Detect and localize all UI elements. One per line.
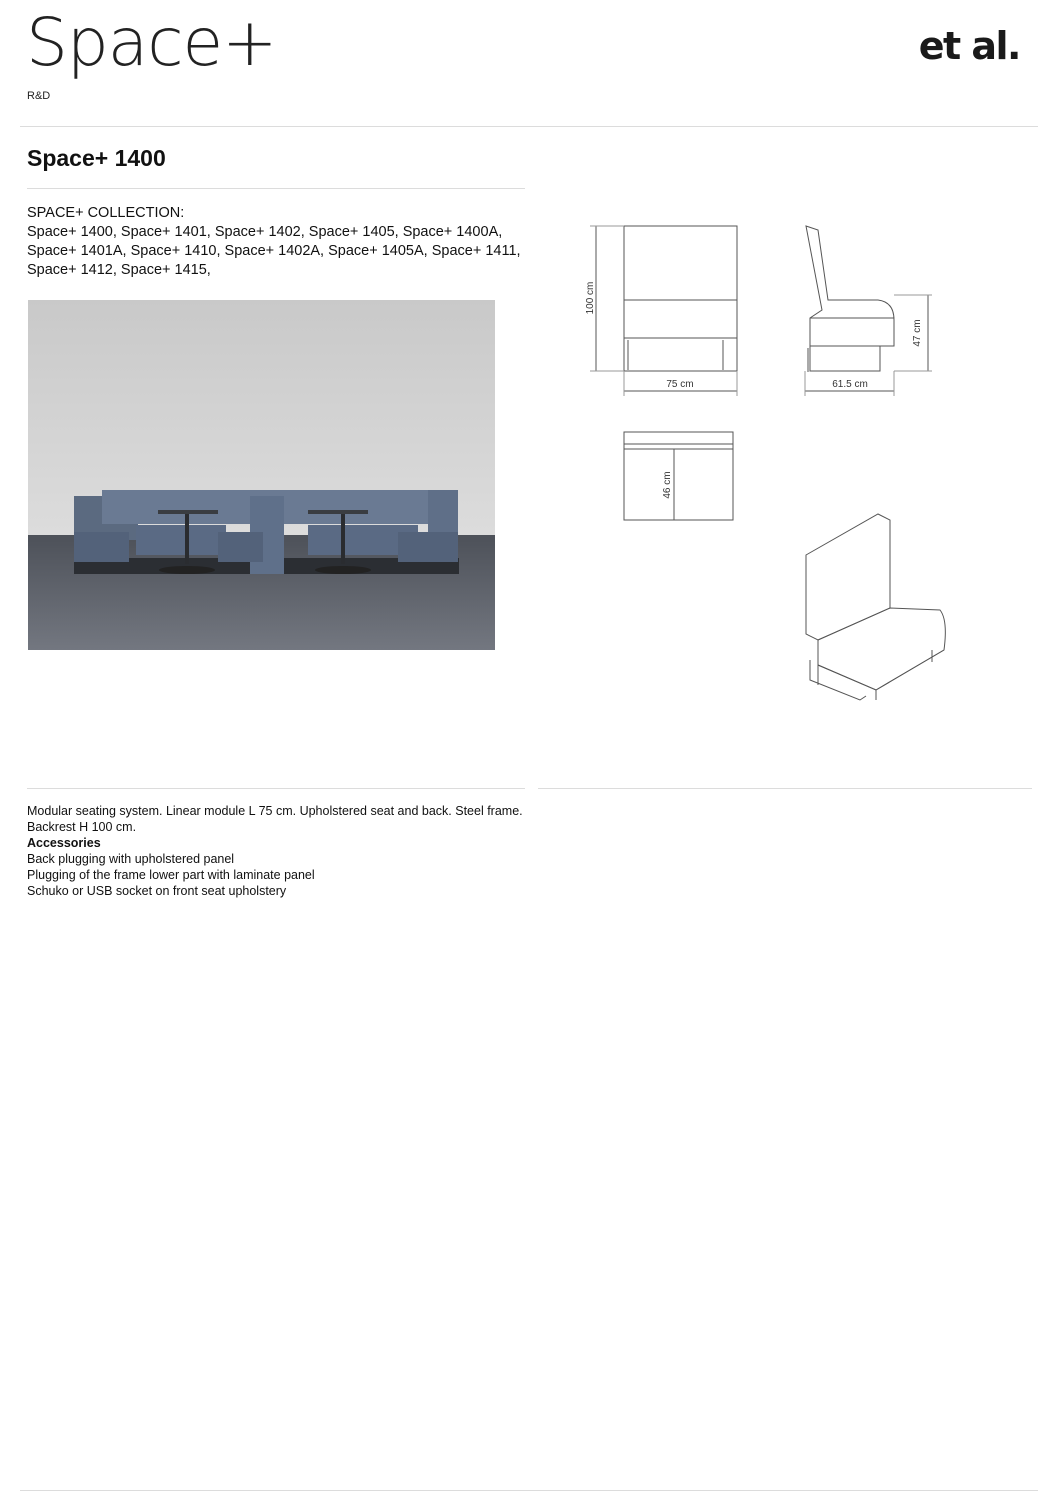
brand-logo: et al.: [918, 24, 1020, 68]
seat-depth-dimension-label: 46 cm: [662, 471, 673, 499]
product-title: Space+ 1400: [27, 145, 166, 171]
brand-subtitle: R&D: [27, 90, 51, 102]
collection-block: [27, 204, 522, 280]
footer-divider: [20, 1490, 1038, 1491]
collection-heading: SPACE+ COLLECTION:: [27, 205, 185, 221]
brand-title: Space+: [26, 4, 277, 81]
accessories-heading: Accessories: [27, 836, 101, 850]
height-dimension-label: 100 cm: [585, 281, 596, 315]
accessory-item: Schuko or USB socket on front seat upholstery: [27, 884, 287, 898]
accessory-item: Plugging of the frame lower part with laminate panel: [27, 868, 315, 882]
description-text: Modular seating system. Linear module L 75 cm. Upholstered seat and back. Steel frame. Backrest H 100 cm.: [27, 804, 523, 834]
description-divider-right: [538, 788, 1032, 789]
description-block: [27, 803, 527, 899]
accessory-item: Back plugging with upholstered panel: [27, 852, 235, 866]
collection-list: Space+ 1400, Space+ 1401, Space+ 1402, Space+ 1405, Space+ 1400A, Space+ 1401A, Space+ 1410, Space+ 1402A, Space+ 1405A, Space+ 1411, Space+ 1412, Space+ 1415,: [27, 224, 521, 278]
title-divider: [27, 188, 525, 189]
description-divider-left: [27, 788, 525, 789]
width-dimension-label: 75 cm: [666, 379, 694, 390]
product-photo: [28, 300, 495, 650]
seat-height-dimension-label: 47 cm: [912, 319, 923, 347]
side-view-outline: [806, 226, 894, 346]
perspective-view: [806, 514, 945, 700]
technical-drawings: [560, 210, 980, 710]
front-view-outline: [624, 226, 737, 371]
header-divider: [20, 126, 1038, 127]
top-view-outline: [624, 432, 733, 520]
depth-dimension-label: 61.5 cm: [832, 379, 868, 390]
